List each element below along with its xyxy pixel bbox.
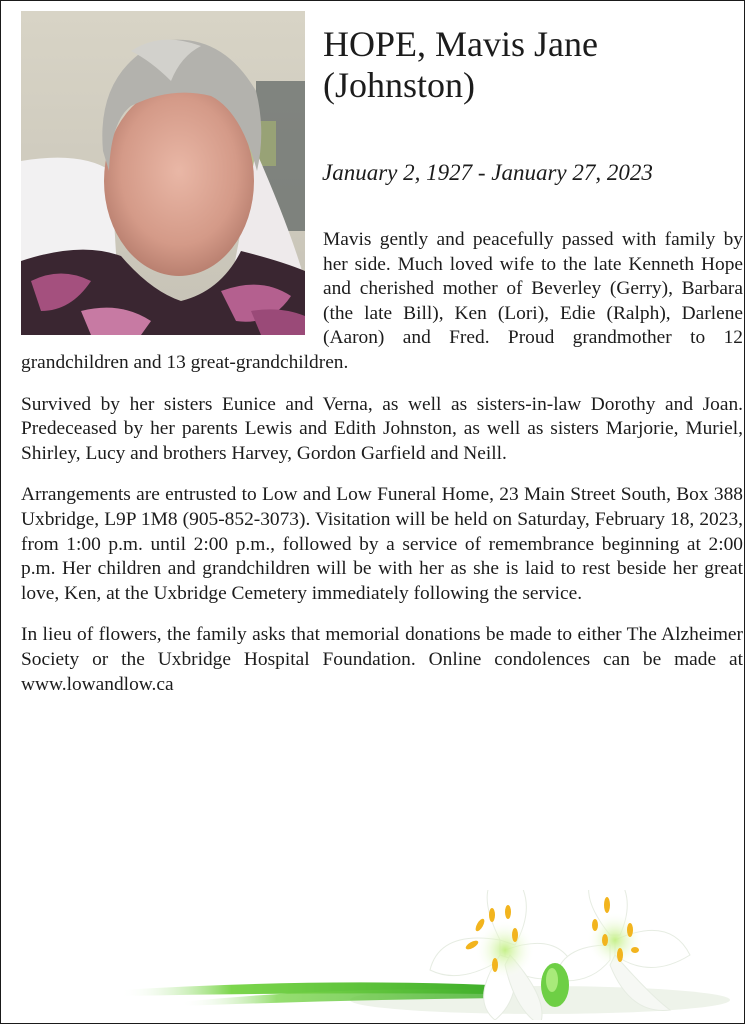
paragraph-arrangements: Arrangements are entrusted to Low and Low Funeral Home, 23 Main Street South, Box 388 Uxbridge, L9P 1M8 (905-852-3073). Visitation will be held on Saturday, February 18, 2023, from 1:00 p.m. until 2:00 p.m., followed by a service of remembrance beginning at 2:00 p.m. Her children and grandchildren will be with her as she is laid to rest beside her great love, Ken, at the Uxbridge Cemetery immediately following the service. [21, 484, 743, 604]
name-line-2: (Johnston) [323, 65, 475, 105]
lily-flowers-decoration [120, 890, 730, 1020]
paragraph-survived: Survived by her sisters Eunice and Verna, as well as sisters-in-law Dorothy and Joan. Predeceased by her parents Lewis and Edith Johnston, as well as sisters Marjorie, Muriel, Shirley, Lucy and brothers Harvey, Gordon Garfield and Neill. [21, 393, 743, 464]
flower-icon [120, 890, 730, 1020]
photo-wrap-spacer [21, 228, 323, 338]
paragraph-donations: In lieu of flowers, the family asks that memorial donations be made to either The Alzheimer Society or the Uxbridge Hospital Foundation. Online condolences can be made at www.lowandlow.ca [21, 624, 743, 695]
name-line-1: HOPE, Mavis Jane [323, 24, 598, 64]
paragraph-family: Mavis gently and peacefully passed with family by her side. Much loved wife to the late Kenneth Hope and cherished mother of Beverley (Gerry), Barbara (the late Bill), Ken (Lori), Edie (Ralph), Darlene (Aaron) and Fred. Proud grandmother to 12 grandchildren and 13 great-grandchildren. [21, 229, 743, 373]
life-dates: January 2, 1927 - January 27, 2023 [322, 160, 653, 185]
deceased-name [323, 24, 733, 106]
obituary-body [21, 228, 743, 714]
